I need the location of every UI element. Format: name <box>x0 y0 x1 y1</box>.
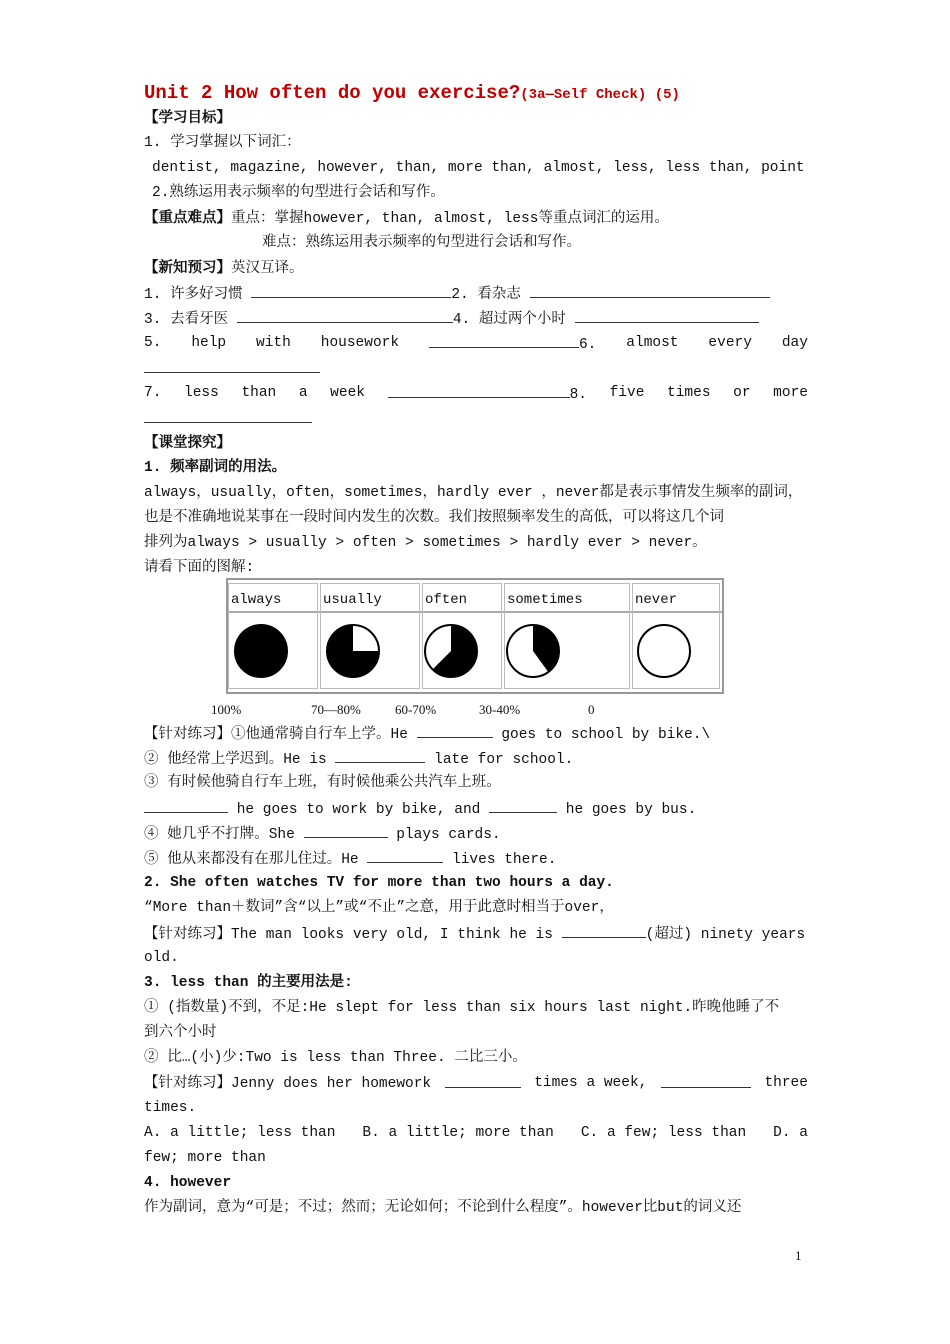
preview-row-1 <box>144 281 808 306</box>
freq-label-always: always <box>231 592 282 608</box>
preview-row-4 <box>144 381 808 406</box>
preview-q8-word: five <box>609 385 645 401</box>
freq-label-usually: usually <box>323 592 382 608</box>
key-points-heading: 【重点难点】 <box>144 210 231 226</box>
percent-label: 70—80% <box>311 702 361 717</box>
objectives-words: dentist, magazine, however, than, more than, almost, less, less than, point <box>152 160 805 176</box>
option-d-cont: few; more than <box>144 1150 266 1166</box>
section-1-text: 也是不准确地说某事在一段时间内发生的次数。我们按照频率发生的高低，可以将这几个词 <box>144 510 724 526</box>
preview-q6-num: 6. <box>578 337 597 353</box>
answer-blank[interactable] <box>335 746 425 763</box>
exercise-1-3-end: he goes by bus. <box>565 802 697 818</box>
exercise-label: 【针对练习】 <box>144 1075 231 1091</box>
exercise-1-5-end: lives there. <box>452 852 557 868</box>
freq-label-sometimes: sometimes <box>507 592 583 608</box>
page-number: 1 <box>795 1248 802 1263</box>
pie-usually-icon <box>325 622 381 680</box>
freq-cell-often <box>422 583 502 689</box>
exercise-1-1-end: goes to school by bike.\ <box>501 727 711 743</box>
freq-cell-always <box>228 583 318 689</box>
pie-sometimes-icon <box>505 622 561 680</box>
pie-never-icon <box>635 622 693 680</box>
exercise-3-options <box>144 1121 808 1146</box>
answer-blank[interactable] <box>144 356 320 373</box>
answer-blank[interactable] <box>417 721 493 738</box>
answer-blank[interactable] <box>144 406 312 423</box>
option-b[interactable]: B. a little; more than <box>362 1125 554 1141</box>
exercise-3-text: Jenny does her homework <box>231 1076 432 1092</box>
option-d[interactable]: D. a <box>773 1125 808 1141</box>
classroom-heading: 【课堂探究】 <box>144 435 231 451</box>
section-1-title: 1. 频率副词的用法。 <box>144 460 287 476</box>
answer-blank[interactable] <box>445 1071 521 1088</box>
section-1-text: always，usually，often，sometimes，hardly ever ，never都是表示事情发生频率的副词， <box>144 485 803 501</box>
exercise-1-4: ④ 她几乎不打牌。She <box>144 827 295 843</box>
preview-row-3 <box>144 331 808 356</box>
section-1-text: 请看下面的图解: <box>144 560 255 576</box>
preview-q5-word: help <box>191 335 227 351</box>
preview-q4: 4. 超过两个小时 <box>452 312 566 328</box>
exercise-1-3-mid: he goes to work by bike, and <box>236 802 481 818</box>
section-2-title: 2. She often watches TV for more than two hours a day. <box>144 875 614 891</box>
freq-cell-never <box>632 583 720 689</box>
answer-blank[interactable] <box>237 306 453 323</box>
exercise-label: 【针对练习】 <box>144 726 231 742</box>
preview-q8-num: 8. <box>569 387 587 403</box>
difficult-point: 难点：熟练运用表示频率的句型进行会话和写作。 <box>262 235 581 251</box>
section-3-text: 到六个小时 <box>144 1025 217 1041</box>
preview-q3: 3. 去看牙医 <box>144 312 229 328</box>
exercise-2-cont: old. <box>144 950 179 966</box>
section-1-text: 排列为always > usually > often > sometimes > hardly ever > never。 <box>144 535 707 551</box>
exercise-1-5: ⑤ 他从来都没有在那儿住过。He <box>144 852 359 868</box>
percent-label: 0 <box>588 702 595 717</box>
title-main: Unit 2 How often do you exercise? <box>144 82 521 104</box>
preview-q6-word: almost <box>626 335 679 351</box>
exercise-2-end: (超过) ninety years <box>645 927 806 943</box>
section-3-title: 3. less than 的主要用法是: <box>144 975 353 991</box>
objectives-item-2: 2.熟练运用表示频率的句型进行会话和写作。 <box>152 185 445 201</box>
percent-label: 100% <box>211 702 242 717</box>
title-sub: (3a—Self Check) (5) <box>520 87 680 103</box>
exercise-2: The man looks very old, I think he is <box>231 927 553 943</box>
answer-blank[interactable] <box>304 821 388 838</box>
section-3-text: ① (指数量)不到，不足:He slept for less than six hours last night.昨晚他睡了不 <box>144 1000 780 1016</box>
preview-instruction: 英汉互译。 <box>231 261 304 277</box>
preview-q5-word: with <box>256 335 291 351</box>
freq-cell-sometimes <box>504 583 630 689</box>
exercise-1-3: ③ 有时候他骑自行车上班，有时候他乘公共汽车上班。 <box>144 775 501 791</box>
freq-cell-usually <box>320 583 420 689</box>
answer-blank[interactable] <box>562 921 646 938</box>
pie-often-icon <box>423 622 479 680</box>
exercise-3-cont: times. <box>144 1100 197 1116</box>
percent-label: 60-70% <box>395 702 437 717</box>
worksheet-page <box>144 80 808 581</box>
exercise-1-2-end: late for school. <box>434 752 574 768</box>
exercise-3-end: three <box>764 1075 808 1091</box>
exercise-3 <box>144 1071 808 1096</box>
objectives-heading: 【学习目标】 <box>144 110 231 126</box>
frequency-diagram <box>226 578 724 694</box>
exercise-1-2: ② 他经常上学迟到。He is <box>144 752 327 768</box>
section-4-title: 4. however <box>144 1175 232 1191</box>
preview-q7-word: less <box>184 385 219 401</box>
pie-always-icon <box>233 622 289 680</box>
freq-label-often: often <box>425 592 468 608</box>
answer-blank[interactable] <box>661 1071 751 1088</box>
preview-q7-num: 7. <box>144 385 162 401</box>
section-4-text: 作为副词，意为“可是；不过；然而；无论如何；不论到什么程度”。however比but的词义还 <box>144 1200 742 1216</box>
exercise-1-1: ①他通常骑自行车上学。He <box>231 727 408 743</box>
section-3-text: ② 比…(小)少:Two is less than Three. 二比三小。 <box>144 1050 527 1066</box>
answer-blank[interactable] <box>388 381 570 398</box>
objectives-item-1: 1. 学习掌握以下词汇： <box>144 135 301 151</box>
preview-q7-word: a <box>298 385 308 401</box>
exercise-3-mid: times a week, <box>534 1075 648 1091</box>
preview-q1: 1. 许多好习惯 <box>144 287 243 303</box>
preview-q6-word: every <box>708 335 752 351</box>
exercise-1-4-end: plays cards. <box>396 827 501 843</box>
preview-row-2 <box>144 306 808 331</box>
preview-q8-word: or <box>733 385 751 401</box>
key-point: 重点：掌握however, than, almost, less等重点词汇的运用。 <box>231 211 669 227</box>
answer-blank[interactable] <box>144 796 228 813</box>
preview-q7-word: than <box>241 385 277 401</box>
option-a[interactable]: A. a little; less than <box>144 1125 336 1141</box>
freq-label-never: never <box>635 592 678 608</box>
preview-q7-word: week <box>330 385 365 401</box>
preview-heading: 【新知预习】 <box>144 260 231 276</box>
answer-blank[interactable] <box>251 281 451 298</box>
page-title <box>144 80 808 106</box>
section-2-text: “More than＋数词”含“以上”或“不止”之意，用于此意时相当于over， <box>144 900 614 916</box>
answer-blank[interactable] <box>530 281 770 298</box>
exercise-label: 【针对练习】 <box>144 926 231 942</box>
preview-q8-word: times <box>667 385 711 401</box>
option-c[interactable]: C. a few; less than <box>580 1125 747 1141</box>
worksheet-page-lower <box>144 721 808 1221</box>
answer-blank[interactable] <box>429 331 579 348</box>
preview-q5-word: housework <box>320 335 400 351</box>
answer-blank[interactable] <box>367 846 443 863</box>
answer-blank[interactable] <box>575 306 759 323</box>
preview-q6-word: day <box>781 335 808 351</box>
answer-blank[interactable] <box>489 796 557 813</box>
percent-label: 30-40% <box>479 702 521 717</box>
preview-q5-num: 5. <box>144 335 162 351</box>
preview-q8-word: more <box>773 385 808 401</box>
preview-q2: 2. 看杂志 <box>451 287 521 303</box>
